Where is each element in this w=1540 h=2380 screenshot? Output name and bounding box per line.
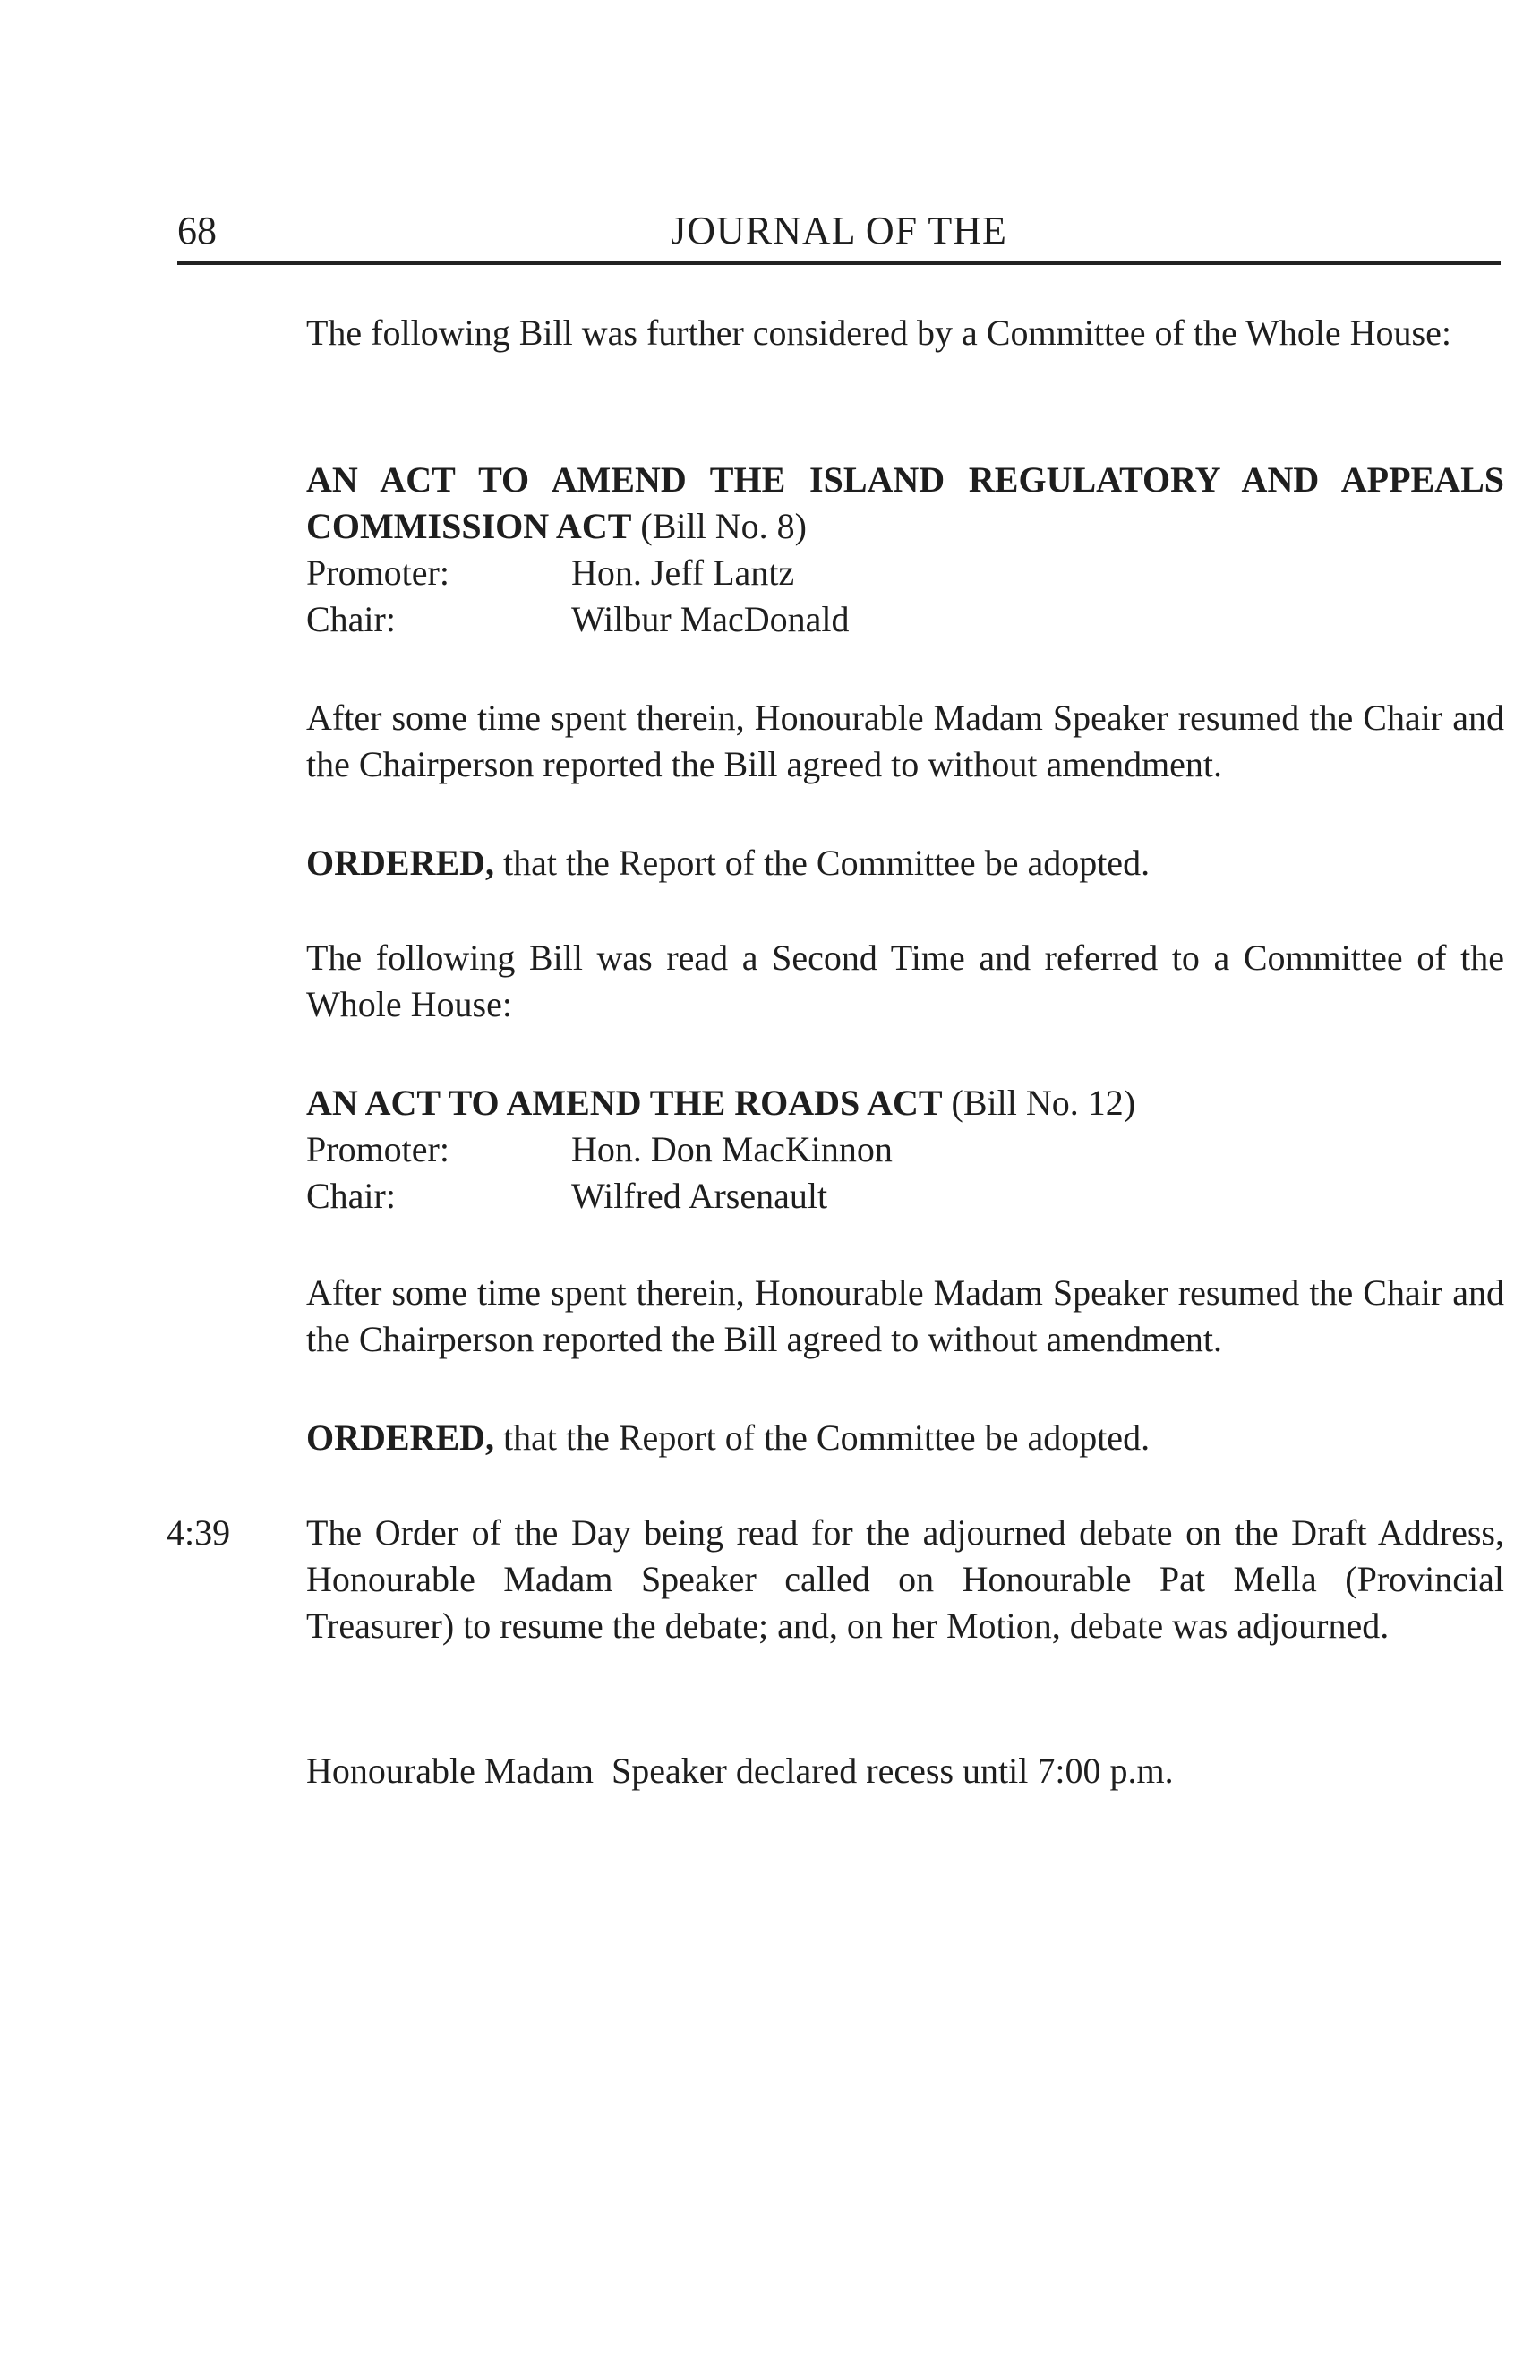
bill-8-title: AN ACT TO AMEND THE ISLAND REGULATORY AND APPEALS COMMISSION ACT <box>306 459 1504 546</box>
chair-name: Wilfred Arsenault <box>571 1176 828 1216</box>
running-title: JOURNAL OF THE <box>671 209 1007 253</box>
ordered-paragraph-1 <box>306 840 1504 886</box>
paragraph-further-considered: The following Bill was further considered by a Committee of the Whole House: <box>306 312 1451 353</box>
chair-label: Chair: <box>306 1176 396 1216</box>
promoter-label: Promoter: <box>306 1129 449 1169</box>
bill-12-title: AN ACT TO AMEND THE ROADS ACT <box>306 1083 943 1123</box>
ordered-text: that the Report of the Committee be adopted. <box>494 1417 1151 1458</box>
bill-12-block <box>306 1080 1504 1220</box>
bill-8-promoter-row <box>306 550 1504 596</box>
promoter-name: Hon. Jeff Lantz <box>571 552 795 593</box>
bill-12-promoter-row <box>306 1126 1504 1173</box>
chair-label: Chair: <box>306 599 396 639</box>
ordered-keyword: ORDERED, <box>306 843 495 883</box>
paragraph-report-bill-8: After some time spent therein, Honourable Madam Speaker resumed the Chair and the Chairperson reported the Bill agreed to without amendment. <box>306 698 1504 784</box>
promoter-name: Hon. Don MacKinnon <box>571 1129 893 1169</box>
paragraph-second-reading: The following Bill was read a Second Time and referred to a Committee of the Whole House: <box>306 937 1504 1024</box>
page-header <box>177 206 1501 265</box>
promoter-label: Promoter: <box>306 552 449 593</box>
margin-timestamp: 4:39 <box>167 1512 231 1553</box>
page-number: 68 <box>177 209 217 253</box>
bill-8-block <box>306 457 1504 643</box>
bill-12-chair-row <box>306 1173 1504 1220</box>
paragraph-order-of-day: The Order of the Day being read for the adjourned debate on the Draft Address, Honourable Madam Speaker called on Honourable Pat Mella (Provincial Treasurer) to resume the debate; and, on her Motion, debate was adjourned. <box>306 1512 1504 1646</box>
bill-8-number: (Bill No. 8) <box>640 506 807 546</box>
paragraph-recess: Honourable Madam Speaker declared recess until 7:00 p.m. <box>306 1751 1174 1791</box>
ordered-text: that the Report of the Committee be adopted. <box>494 843 1151 883</box>
chair-name: Wilbur MacDonald <box>571 599 850 639</box>
bill-8-chair-row <box>306 596 1504 643</box>
paragraph-report-bill-12: After some time spent therein, Honourable Madam Speaker resumed the Chair and the Chairperson reported the Bill agreed to without amendment. <box>306 1272 1504 1359</box>
bill-8-heading <box>306 457 1504 550</box>
ordered-keyword: ORDERED, <box>306 1417 495 1458</box>
ordered-paragraph-2 <box>306 1415 1504 1461</box>
bill-12-heading <box>306 1080 1504 1126</box>
bill-12-number: (Bill No. 12) <box>942 1083 1136 1123</box>
